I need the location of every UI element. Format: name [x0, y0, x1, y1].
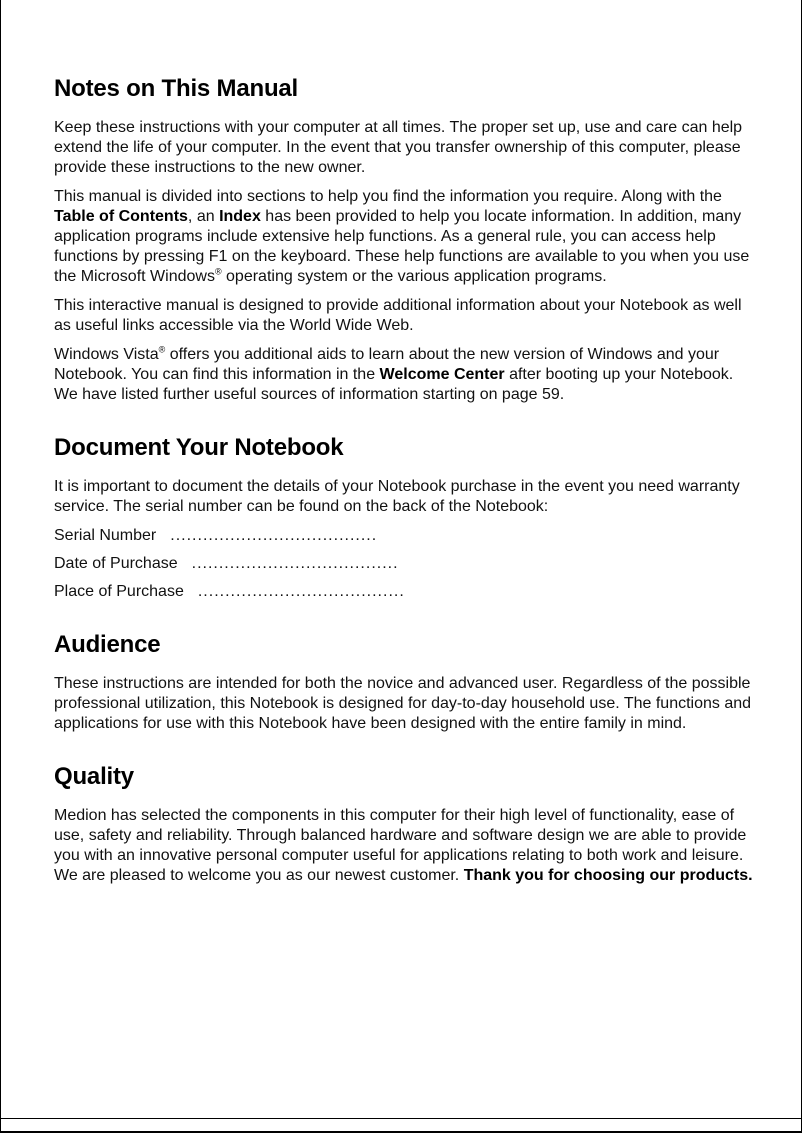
text-segment-bold-thank-you: Thank you for choosing our products. — [463, 867, 753, 884]
text-segment-bold-index: Index — [219, 208, 261, 225]
field-dotted-line: ...................................... — [197, 583, 405, 600]
paragraph-keep-instructions: Keep these instructions with your computer at all times. The proper set up, use and care can help extend the life of your computer. In the event that you transfer ownership of this computer, please provide these instructions to the new owner. — [54, 119, 743, 176]
text-segment-bold-welcome-center: Welcome Center — [379, 366, 505, 383]
field-row-date-of-purchase — [54, 554, 754, 574]
registered-trademark-symbol: ® — [158, 344, 166, 355]
text-segment-bold-table-of-contents: Table of Contents — [54, 208, 188, 225]
section-audience — [54, 632, 754, 734]
field-dotted-line: ...................................... — [170, 527, 378, 544]
heading-audience: Audience — [54, 631, 161, 658]
footer-rule — [1, 1118, 801, 1119]
heading-notes-on-this-manual: Notes on This Manual — [54, 75, 299, 102]
text-segment: after booting up your Notebook. We have listed further useful sources of information starting on page 59. — [54, 366, 734, 403]
paragraph-warranty-info: It is important to document the details of your Notebook purchase in the event you need warranty service. The serial number can be found on the back of the Notebook: — [54, 478, 740, 515]
registered-trademark-symbol: ® — [214, 266, 222, 277]
field-label: Place of Purchase — [54, 583, 184, 600]
text-segment: , an — [187, 208, 220, 225]
text-segment: Medion has selected the components in this computer for their high level of functionality, ease of use, safety and reliability. Through balanced hardware and software design we are able to provide you with an innovative personal computer useful for applications relating to both work and leisure. We are pleased to welcome you as our newest customer. — [54, 807, 747, 884]
section-document-your-notebook — [54, 435, 754, 602]
field-dotted-line: ...................................... — [191, 555, 399, 572]
heading-document-your-notebook: Document Your Notebook — [54, 434, 344, 461]
paragraph-windows-vista — [54, 345, 754, 405]
purchase-fields — [54, 526, 754, 602]
paragraph-audience: These instructions are intended for both the novice and advanced user. Regardless of the possible professional utilization, this Notebook is designed for day-to-day household use. The functions and applications for use with this Notebook have been designed with the entire family in mind. — [54, 675, 752, 732]
section-quality — [54, 764, 754, 886]
page-content — [1, 0, 802, 886]
section-notes-on-this-manual — [54, 76, 754, 405]
text-segment: Windows Vista — [54, 346, 159, 363]
field-row-serial-number — [54, 526, 754, 546]
heading-quality: Quality — [54, 763, 134, 790]
text-segment: This manual is divided into sections to help you find the information you require. Along with the — [54, 188, 722, 205]
field-row-place-of-purchase — [54, 582, 754, 602]
text-segment: offers you additional aids to learn about the new version of Windows and your Notebook. You can find this information in the — [54, 346, 720, 383]
paragraph-manual-sections — [54, 187, 754, 287]
paragraph-interactive-manual: This interactive manual is designed to provide additional information about your Notebook as well as useful links accessible via the World Wide Web. — [54, 297, 742, 334]
text-segment: has been provided to help you locate information. In addition, many application programs include extensive help functions. As a general rule, you can access help functions by pressing F1 on the keyboard. These help functions are available to you when you use the Microsoft Windows — [54, 208, 750, 285]
field-label: Date of Purchase — [54, 555, 178, 572]
text-segment: operating system or the various application programs. — [221, 268, 607, 285]
field-label: Serial Number — [54, 527, 157, 544]
paragraph-quality — [54, 806, 754, 886]
